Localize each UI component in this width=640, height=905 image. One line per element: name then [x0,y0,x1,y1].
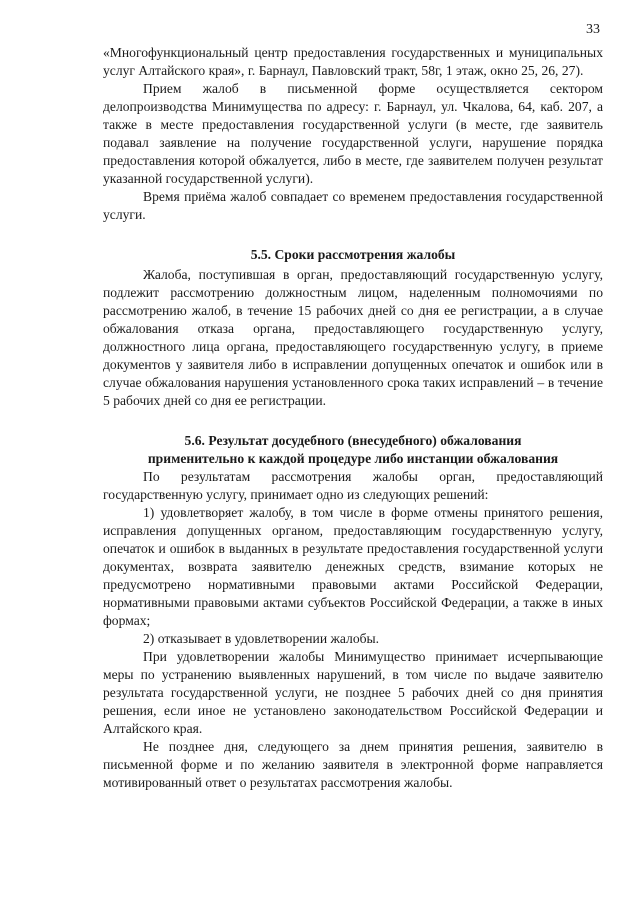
page-number: 33 [586,22,600,37]
paragraph-complaint-reception: Прием жалоб в письменной форме осуществляется сектором делопроизводства Минимущества по адресу: г. Барнаул, ул. Чкалова, 64, каб. 207, а также в месте предоставления государственной услуги (в месте, где заявитель подавал заявление на получение государственной услуги, нарушение порядка предоставления которой обжалуется, либо в месте, где заявителем получен результат указанной государственной услуги). [103,81,603,186]
paragraph-mfc-address: «Многофункциональный центр предоставления государственных и муниципальных услуг Алтайского края», г. Барнаул, Павловский тракт, 58г, 1 этаж, окно 25, 26, 27). [103,45,603,78]
section-heading-5-6-line2: применительно к каждой процедуре либо инстанции обжалования [147,451,559,466]
paragraph-decision-refuse: 2) отказывает в удовлетворении жалобы. [143,631,380,646]
paragraph-reasoned-response: Не позднее дня, следующего за днем принятия решения, заявителю в письменной форме и по желанию заявителя в электронной форме направляется мотивированный ответ о результатах рассмотрения жалобы. [103,739,603,790]
paragraph-remedy-measures: При удовлетворении жалобы Минимущество принимает исчерпывающие меры по устранению выявленных нарушений, в том числе по выдаче заявителю результата государственной услуги, не позднее 5 рабочих дней со дня принятия решения, если иное не установлено законодательством Российской Федерации и Алтайского края. [103,649,603,736]
section-heading-5-5: 5.5. Сроки рассмотрения жалобы [250,247,456,262]
paragraph-review-results: По результатам рассмотрения жалобы орган, предоставляющий государственную услугу, принимает одно из следующих решений: [103,469,603,502]
paragraph-decision-satisfy: 1) удовлетворяет жалобу, в том числе в форме отмены принятого решения, исправления допущенных органом, предоставляющим государственную услугу, опечаток и ошибок в выданных в результате предоставления государственной услуги документах, возврата заявителю денежных средств, взимание которых не предусмотрено нормативными правовыми актами Российской Федерации, нормативными правовыми актами субъектов Российской Федерации, а также в иных формах; [103,505,603,628]
document-body [103,44,603,792]
section-heading-5-6-line1: 5.6. Результат досудебного (внесудебного) обжалования [184,433,522,448]
paragraph-reception-time: Время приёма жалоб совпадает со временем предоставления государственной услуги. [103,189,603,222]
paragraph-review-terms: Жалоба, поступившая в орган, предоставляющий государственную услугу, подлежит рассмотрению должностным лицом, наделенным полномочиями по рассмотрению жалоб, в течение 15 рабочих дней со дня ее регистрации, а в случае обжалования отказа органа, предоставляющего государственную услугу, должностного лица органа, предоставляющего государственную услугу, в приеме документов у заявителя либо в исправлении допущенных опечаток и ошибок или в случае обжалования нарушения установленного срока таких исправлений – в течение 5 рабочих дней со дня ее регистрации. [103,267,603,408]
